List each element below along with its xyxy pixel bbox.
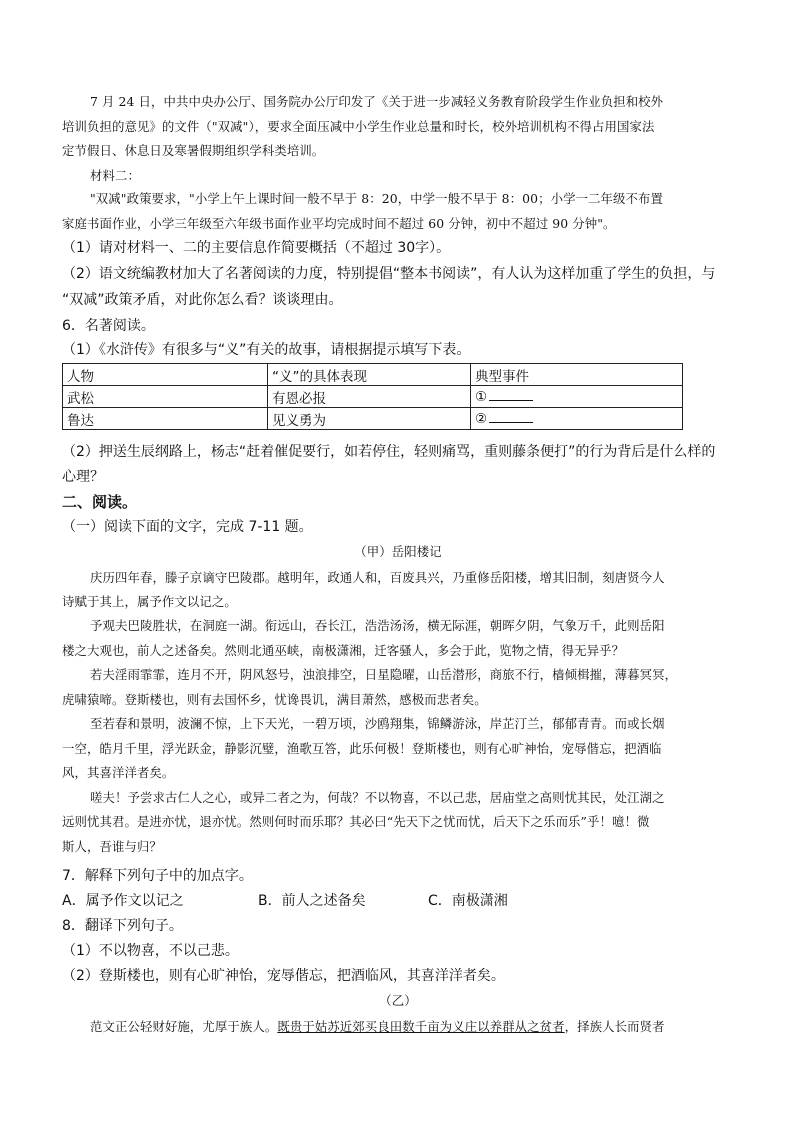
q8-title: 8．翻译下列句子。	[62, 918, 183, 934]
section-heading: 二、阅读。	[62, 493, 138, 511]
q5-sub2-line2: “双减”政策矛盾，对此你怎么看？谈谈理由。	[62, 292, 343, 308]
underlined-sentence: 既贵于姑苏近郊买良田数千亩为义庄以养群从之贫者	[277, 1019, 565, 1034]
table-cell: 鲁达	[63, 408, 268, 430]
passage-line: 诗赋于其上，属予作文以记之。	[62, 594, 237, 609]
passage-line: 予观夫巴陵胜状，在洞庭一湖。衔远山，吞长江，浩浩汤汤，横无际涯，朝晖夕阴，气象万千，此则岳阳	[90, 618, 665, 633]
answer-blank[interactable]	[489, 388, 533, 401]
passage-line: 一空，皓月千里，浮光跃金，静影沉璧，渔歌互答，此乐何极！登斯楼也，则有心旷神怡，宠辱偕忘，把酒临	[62, 741, 662, 756]
q7-option-c: C．南极潇湘	[428, 893, 508, 909]
passage-line: 远则忧其君。是进亦忧，退亦忧。然则何时而乐耶？其必曰“先天下之忧而忧，后天下之乐而乐”乎！噫！微	[62, 814, 650, 829]
intro-line-3: 定节假日、休息日及寒暑假期组织学科类培训。	[62, 143, 325, 158]
passage-line: 嗟夫！予尝求古仁人之心，或异二者之为，何哉？不以物喜，不以己悲，居庙堂之高则忧其民，处江湖之	[90, 790, 665, 805]
table-cell	[471, 386, 683, 408]
q8-sub1: （1）不以物喜，不以己悲。	[62, 943, 239, 959]
table-row	[63, 408, 683, 430]
passage-title: （甲）岳阳楼记	[354, 544, 442, 559]
q5-sub1: （1）请对材料一、二的主要信息作简要概括（不超过 30字）。	[62, 240, 451, 256]
passage-line: 至若春和景明，波澜不惊，上下天光，一碧万顷，沙鸥翔集，锦鳞游泳，岸芷汀兰，郁郁青青。而或长烟	[90, 716, 665, 731]
passage-b-line	[90, 1017, 762, 1037]
table-cell: 武松	[63, 386, 268, 408]
answer-blank[interactable]	[489, 410, 533, 423]
passage-line: 虎啸猿啼。登斯楼也，则有去国怀乡，忧谗畏讥，满目萧然，感极而悲者矣。	[62, 692, 487, 707]
table-cell	[471, 408, 683, 430]
characters-table	[62, 363, 683, 430]
table-cell: 见义勇为	[268, 408, 471, 430]
passage-line: 庆历四年春，滕子京谪守巴陵郡。越明年，政通人和，百废具兴，乃重修岳阳楼，增其旧制，刻唐贤今人	[90, 570, 665, 585]
q8-sub2: （2）登斯楼也，则有心旷神怡，宠辱偕忘，把酒临风，其喜洋洋者矣。	[62, 968, 505, 984]
q7-option-a: A．属予作文以记之	[62, 893, 184, 909]
q6-sub2-line1: （2）押送生辰纲路上，杨志“赶着催促要行，如若停住，轻则痛骂，重则藤条便打”的行为背后是什么样的	[62, 444, 716, 460]
table-cell: 有恩必报	[268, 386, 471, 408]
blank-marker: ①	[475, 389, 488, 405]
passage-line: 斯人，吾谁与归？	[62, 839, 162, 854]
table-header: 典型事件	[471, 364, 683, 386]
blank-marker: ②	[475, 411, 488, 427]
q7-option-b: B．前人之述备矣	[258, 893, 366, 909]
table-header: 人物	[63, 364, 268, 386]
passage-line: 风，其喜洋洋者矣。	[62, 765, 175, 780]
intro-line-1: 7 月 24 日，中共中央办公厅、国务院办公厅印发了《关于进一步减轻义务教育阶段学生作业负担和校外	[90, 94, 664, 109]
material2-line-1: "双减"政策要求，"小学上午上课时间一般不早于 8：20，中学一般不早于 8：00；小学一二年级不布置	[90, 191, 663, 206]
material2-line-2: 家庭书面作业，小学三年级至六年级书面作业平均完成时间不超过 60 分钟，初中不超过 90 分钟"。	[62, 216, 616, 231]
passage-b-post: ，择族人长而贤者	[564, 1019, 665, 1034]
material2-title: 材料二：	[90, 168, 140, 183]
part-instruction: （一）阅读下面的文字，完成 7-11 题。	[62, 519, 313, 535]
intro-line-2: 培训负担的意见》的文件（"双减"），要求全面压减中小学生作业总量和时长，校外培训机构不得占用国家法	[62, 119, 655, 134]
table-header: “义”的具体表现	[268, 364, 471, 386]
passage-line: 若夫淫雨霏霏，连月不开，阴风怒号，浊浪排空，日星隐曜，山岳潜形，商旅不行，樯倾楫摧，薄暮冥冥，	[90, 667, 678, 682]
q7-options	[62, 891, 734, 911]
table-row	[63, 386, 683, 408]
passage-b-title: （乙）	[379, 993, 417, 1008]
passage-b-pre: 范文正公轻财好施，尤厚于族人。	[90, 1019, 278, 1034]
q7-title: 7．解释下列句子中的加点字。	[62, 868, 253, 884]
q6-title: 6．名著阅读。	[62, 318, 155, 334]
table-header-row	[63, 364, 683, 386]
q6-sub1: （1）《水浒传》有很多与“义”有关的故事，请根据提示填写下表。	[62, 342, 471, 358]
q6-sub2-line2: 心理？	[62, 469, 104, 485]
passage-line: 楼之大观也，前人之述备矣。然则北通巫峡，南极潇湘，迁客骚人，多会于此，览物之情，得无异乎？	[62, 643, 625, 658]
q5-sub2-line1: （2）语文统编教材加大了名著阅读的力度，特别提倡“整本书阅读”，有人认为这样加重了学生的负担，与	[62, 266, 716, 282]
